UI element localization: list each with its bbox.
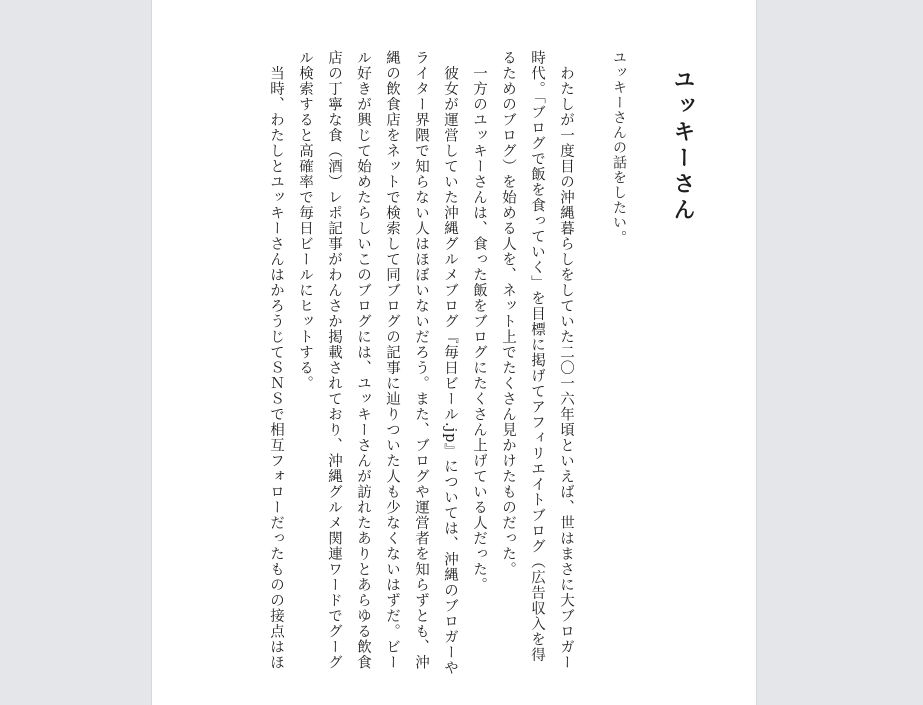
body-line: 彼女が運営していた沖縄グルメブログ『毎日ビール.jp』については、沖縄のブロガーや xyxy=(442,50,458,676)
body-line: 時代。「ブログで飯を食っていく」を目標に掲げてアフィリエイトブログ（広告収入を得 xyxy=(529,50,545,663)
body-line: 店の丁寧な食（酒）レポ記事がわんさか掲載されており、沖縄グルメ関連ワードでグーグ xyxy=(326,50,342,670)
body-line: 当時、わたしとユッキーさんはかろうじてＳＮＳで相互フォローだったものの接点はほ xyxy=(268,50,284,670)
lead-sentence: ユッキーさんの話をしたい。 xyxy=(611,50,627,245)
body-line: 一方のユッキーさんは、食った飯をブログにたくさん上げている人だった。 xyxy=(471,50,487,593)
body-text xyxy=(261,50,580,676)
body-line: わたしが一度目の沖縄暮らしをしていた二〇一六年頃といえば、世はまさに大ブロガー xyxy=(558,50,574,670)
chapter-title: ユッキーさん xyxy=(670,68,696,224)
document-page xyxy=(151,0,757,705)
body-line: 縄の飲食店をネットで検索して同ブログの記事に辿りついた人も少なくないはずだ。ビー xyxy=(384,50,400,670)
body-line: ル検索すると高確率で毎日ビールにヒットする。 xyxy=(297,50,313,391)
body-line: ル好きが興じて始めたらしいこのブログには、ユッキーさんが訪れたありとあらゆる飲食 xyxy=(355,50,371,670)
body-line: ライター界隈で知らない人はほぼいないだろう。また、ブログや運営者を知らずとも、沖 xyxy=(413,50,429,670)
body-line: るためのブログ）を始める人を、ネット上でたくさん見かけたものだった。 xyxy=(500,50,516,577)
